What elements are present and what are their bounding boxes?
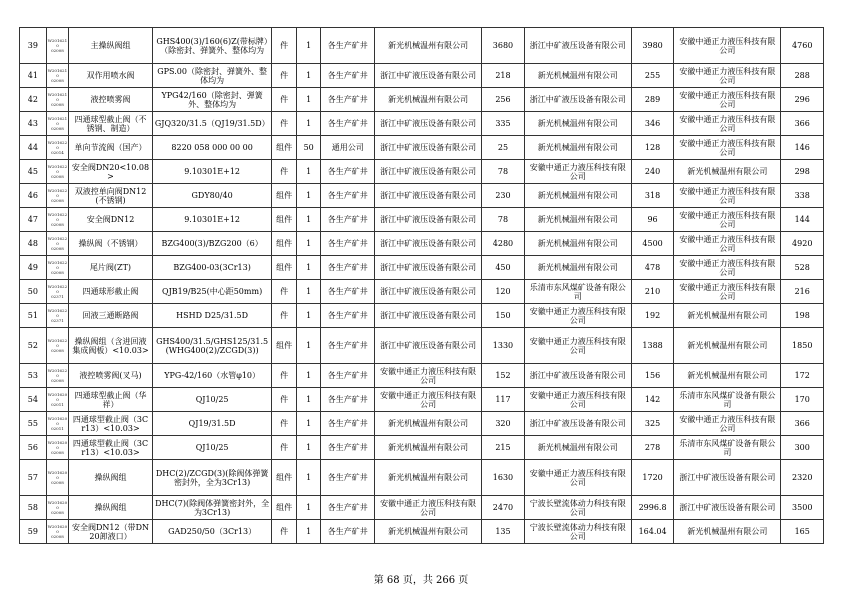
price-2: 346: [631, 112, 673, 136]
row-number: 57: [20, 460, 47, 496]
price-1: 135: [482, 520, 524, 544]
table-row: [20, 184, 824, 208]
page-footer: 第 68 页，共 266 页: [373, 575, 469, 586]
item-name: 双作用喷水阀: [69, 64, 153, 88]
price-1: 450: [482, 256, 524, 280]
item-name: 安全阀DN12（带DN20卸液口）: [69, 520, 153, 544]
item-spec: 9.10301E+12: [152, 208, 271, 232]
table-row: [20, 160, 824, 184]
quantity: 1: [296, 412, 321, 436]
price-2: 96: [631, 208, 673, 232]
quantity: 1: [296, 184, 321, 208]
price-2: 4500: [631, 232, 673, 256]
supplier-1: 新光机械温州有限公司: [375, 520, 482, 544]
supplier-3: 安徽中通正力液压科技有限公司: [674, 112, 781, 136]
price-2: 142: [631, 388, 673, 412]
table-row: [20, 412, 824, 436]
item-spec: GHS400(3)/160(6)Z(带标牌）（除密封、弹簧外、整体均为: [152, 28, 271, 64]
table-row: [20, 304, 824, 328]
material-code: W2016220 02008: [46, 208, 68, 232]
price-1: 1630: [482, 460, 524, 496]
row-number: 56: [20, 436, 47, 460]
scope: 各生产矿井: [321, 304, 375, 328]
price-1: 117: [482, 388, 524, 412]
scope: 各生产矿井: [321, 232, 375, 256]
table-row: [20, 64, 824, 88]
quantity: 1: [296, 64, 321, 88]
supplier-2: 安徽中通正力液压科技有限公司: [524, 460, 631, 496]
item-spec: HSHD D25/31.5D: [152, 304, 271, 328]
supplier-3: 新光机械温州有限公司: [674, 328, 781, 364]
row-number: 54: [20, 388, 47, 412]
unit: 组件: [272, 136, 297, 160]
supplier-3: 浙江中矿液压设备有限公司: [674, 496, 781, 520]
item-name: 操纵阀（不锈钢）: [69, 232, 153, 256]
item-spec: DHC(2)/ZCGD(3)(除阀体弹簧密封外，全为3Cr13): [152, 460, 271, 496]
table-row: [20, 256, 824, 280]
item-spec: QJB19/B25(中心距50mm): [152, 280, 271, 304]
supplier-2: 浙江中矿液压设备有限公司: [524, 364, 631, 388]
supplier-2: 浙江中矿液压设备有限公司: [524, 28, 631, 64]
table-row: [20, 88, 824, 112]
supplier-2: 新光机械温州有限公司: [524, 136, 631, 160]
price-1: 335: [482, 112, 524, 136]
quantity: 1: [296, 280, 321, 304]
unit: 件: [272, 412, 297, 436]
price-2: 289: [631, 88, 673, 112]
price-3: 216: [781, 280, 824, 304]
row-number: 44: [20, 136, 47, 160]
material-code: W2016210 02008: [46, 88, 68, 112]
quantity: 1: [296, 364, 321, 388]
item-name: 四通球型截止阀（3Cr13）<10.03>: [69, 412, 153, 436]
item-name: 四通球型截止阀（不锈钢、制造）: [69, 112, 153, 136]
material-code: W2016200 02008: [46, 436, 68, 460]
material-code: W2016200 02011: [46, 412, 68, 436]
price-3: 298: [781, 160, 824, 184]
price-3: 296: [781, 88, 824, 112]
unit: 件: [272, 28, 297, 64]
material-code: W2016220 02008: [46, 364, 68, 388]
quantity: 1: [296, 28, 321, 64]
item-name: 四通球形截止阀: [69, 280, 153, 304]
row-number: 59: [20, 520, 47, 544]
price-1: 1330: [482, 328, 524, 364]
price-2: 128: [631, 136, 673, 160]
supplier-1: 安徽中通正力液压科技有限公司: [375, 496, 482, 520]
supplier-1: 新光机械温州有限公司: [375, 412, 482, 436]
price-3: 528: [781, 256, 824, 280]
table-row: [20, 460, 824, 496]
price-1: 320: [482, 412, 524, 436]
material-code: W2016210 02008: [46, 28, 68, 64]
quantity: 1: [296, 496, 321, 520]
item-spec: GAD250/50（3Cr13）: [152, 520, 271, 544]
price-3: 4760: [781, 28, 824, 64]
scope: 各生产矿井: [321, 328, 375, 364]
unit: 组件: [272, 328, 297, 364]
quantity: 1: [296, 520, 321, 544]
scope: 各生产矿井: [321, 460, 375, 496]
supplier-2: 安徽中通正力液压科技有限公司: [524, 304, 631, 328]
supplier-3: 安徽中通正力液压科技有限公司: [674, 28, 781, 64]
row-number: 52: [20, 328, 47, 364]
supplier-3: 乐清市东风煤矿设备有限公司: [674, 388, 781, 412]
unit: 件: [272, 64, 297, 88]
unit: 件: [272, 520, 297, 544]
supplier-3: 新光机械温州有限公司: [674, 520, 781, 544]
price-3: 366: [781, 412, 824, 436]
row-number: 45: [20, 160, 47, 184]
item-name: 单向节流阀（国产）: [69, 136, 153, 160]
unit: 件: [272, 436, 297, 460]
quantity: 1: [296, 388, 321, 412]
material-code: W2016200 02008: [46, 460, 68, 496]
price-2: 210: [631, 280, 673, 304]
table-row: [20, 136, 824, 160]
supplier-2: 浙江中矿液压设备有限公司: [524, 412, 631, 436]
price-3: 288: [781, 64, 824, 88]
scope: 各生产矿井: [321, 160, 375, 184]
supplier-3: 安徽中通正力液压科技有限公司: [674, 208, 781, 232]
scope: 各生产矿井: [321, 280, 375, 304]
price-2: 255: [631, 64, 673, 88]
price-3: 4920: [781, 232, 824, 256]
item-spec: GPS.00（除密封、弹簧外、整体均为: [152, 64, 271, 88]
item-name: 四通球型截止阀（华祥）: [69, 388, 153, 412]
supplier-3: 安徽中通正力液压科技有限公司: [674, 64, 781, 88]
price-2: 3980: [631, 28, 673, 64]
supplier-3: 乐清市东风煤矿设备有限公司: [674, 436, 781, 460]
item-name: 操纵阀组: [69, 496, 153, 520]
item-name: 安全阀DN20<10.08>: [69, 160, 153, 184]
scope: 各生产矿井: [321, 412, 375, 436]
supplier-1: 新光机械温州有限公司: [375, 460, 482, 496]
row-number: 43: [20, 112, 47, 136]
material-code: W2016200 02008: [46, 496, 68, 520]
supplier-3: 安徽中通正力液压科技有限公司: [674, 256, 781, 280]
price-1: 25: [482, 136, 524, 160]
material-code: W2016200 02008: [46, 520, 68, 544]
material-code: W2016200 02011: [46, 388, 68, 412]
price-1: 78: [482, 160, 524, 184]
scope: 各生产矿井: [321, 256, 375, 280]
supplier-1: 浙江中矿液压设备有限公司: [375, 256, 482, 280]
supplier-2: 新光机械温州有限公司: [524, 184, 631, 208]
supplier-3: 浙江中矿液压设备有限公司: [674, 460, 781, 496]
material-code: W2016220 02008: [46, 232, 68, 256]
price-3: 366: [781, 112, 824, 136]
scope: 各生产矿井: [321, 112, 375, 136]
supplier-2: 新光机械温州有限公司: [524, 112, 631, 136]
unit: 组件: [272, 496, 297, 520]
table-row: [20, 112, 824, 136]
item-name: 液控喷雾阀: [69, 88, 153, 112]
scope: 各生产矿井: [321, 388, 375, 412]
unit: 件: [272, 160, 297, 184]
table-body: [20, 28, 824, 544]
quantity: 1: [296, 160, 321, 184]
table-row: [20, 496, 824, 520]
supplier-1: 新光机械温州有限公司: [375, 28, 482, 64]
row-number: 49: [20, 256, 47, 280]
table-row: [20, 328, 824, 364]
supplier-1: 浙江中矿液压设备有限公司: [375, 136, 482, 160]
supplier-3: 安徽中通正力液压科技有限公司: [674, 184, 781, 208]
price-3: 146: [781, 136, 824, 160]
price-1: 3680: [482, 28, 524, 64]
unit: 组件: [272, 208, 297, 232]
item-spec: YPG-42/160（水管φ10）: [152, 364, 271, 388]
item-spec: QJ19/31.5D: [152, 412, 271, 436]
table-row: [20, 520, 824, 544]
row-number: 58: [20, 496, 47, 520]
price-3: 165: [781, 520, 824, 544]
price-3: 2320: [781, 460, 824, 496]
item-spec: 9.10301E+12: [152, 160, 271, 184]
price-3: 338: [781, 184, 824, 208]
row-number: 41: [20, 64, 47, 88]
item-name: 操纵阀组（含进回液集成阀板）<10.03>: [69, 328, 153, 364]
table-row: [20, 436, 824, 460]
supplier-1: 浙江中矿液压设备有限公司: [375, 184, 482, 208]
quantity: 1: [296, 88, 321, 112]
unit: 组件: [272, 256, 297, 280]
price-2: 1388: [631, 328, 673, 364]
price-2: 240: [631, 160, 673, 184]
supplier-1: 浙江中矿液压设备有限公司: [375, 304, 482, 328]
quantity: 1: [296, 208, 321, 232]
price-3: 172: [781, 364, 824, 388]
price-1: 2470: [482, 496, 524, 520]
scope: 各生产矿井: [321, 28, 375, 64]
scope: 各生产矿井: [321, 184, 375, 208]
unit: 件: [272, 304, 297, 328]
quantity: 1: [296, 328, 321, 364]
price-3: 1850: [781, 328, 824, 364]
row-number: 46: [20, 184, 47, 208]
table-row: [20, 28, 824, 64]
table-row: [20, 280, 824, 304]
unit: 件: [272, 388, 297, 412]
supplier-3: 安徽中通正力液压科技有限公司: [674, 136, 781, 160]
item-spec: DHC(7)(除阀体弹簧密封外，全为3Cr13): [152, 496, 271, 520]
supplier-1: 新光机械温州有限公司: [375, 436, 482, 460]
quantity: 1: [296, 256, 321, 280]
table-row: [20, 208, 824, 232]
price-1: 218: [482, 64, 524, 88]
item-spec: QJ10/25: [152, 436, 271, 460]
quantity: 1: [296, 436, 321, 460]
supplier-1: 浙江中矿液压设备有限公司: [375, 160, 482, 184]
supplier-2: 宁波长壁流体动力科技有限公司: [524, 496, 631, 520]
unit: 组件: [272, 184, 297, 208]
price-2: 192: [631, 304, 673, 328]
supplier-1: 浙江中矿液压设备有限公司: [375, 328, 482, 364]
item-spec: QJ10/25: [152, 388, 271, 412]
supplier-2: 安徽中通正力液压科技有限公司: [524, 160, 631, 184]
price-2: 1720: [631, 460, 673, 496]
price-3: 3500: [781, 496, 824, 520]
price-1: 78: [482, 208, 524, 232]
supplier-2: 浙江中矿液压设备有限公司: [524, 88, 631, 112]
supplier-3: 安徽中通正力液压科技有限公司: [674, 412, 781, 436]
supplier-2: 新光机械温州有限公司: [524, 208, 631, 232]
unit: 件: [272, 88, 297, 112]
supplier-1: 浙江中矿液压设备有限公司: [375, 112, 482, 136]
quote-table: [19, 27, 824, 544]
material-code: W2016210 02008: [46, 64, 68, 88]
scope: 各生产矿井: [321, 88, 375, 112]
supplier-1: 浙江中矿液压设备有限公司: [375, 232, 482, 256]
row-number: 47: [20, 208, 47, 232]
table-row: [20, 364, 824, 388]
price-1: 152: [482, 364, 524, 388]
item-name: 回液三通断路阀: [69, 304, 153, 328]
quantity: 1: [296, 460, 321, 496]
supplier-2: 宁波长壁流体动力科技有限公司: [524, 520, 631, 544]
scope: 各生产矿井: [321, 208, 375, 232]
quantity: 50: [296, 136, 321, 160]
price-1: 215: [482, 436, 524, 460]
item-spec: BZG400(3)/BZG200（6）: [152, 232, 271, 256]
price-3: 198: [781, 304, 824, 328]
table-row: [20, 232, 824, 256]
item-spec: BZG400-03(3Cr13): [152, 256, 271, 280]
scope: 各生产矿井: [321, 436, 375, 460]
scope: 各生产矿井: [321, 64, 375, 88]
table-row: [20, 388, 824, 412]
item-spec: GDY80/40: [152, 184, 271, 208]
item-name: 安全阀DN12: [69, 208, 153, 232]
unit: 组件: [272, 460, 297, 496]
row-number: 50: [20, 280, 47, 304]
price-2: 325: [631, 412, 673, 436]
supplier-2: 新光机械温州有限公司: [524, 256, 631, 280]
scope: 通用公司: [321, 136, 375, 160]
item-name: 四通球型截止阀（3Cr13）<10.03>: [69, 436, 153, 460]
supplier-1: 浙江中矿液压设备有限公司: [375, 208, 482, 232]
row-number: 42: [20, 88, 47, 112]
material-code: W2016220 02371: [46, 280, 68, 304]
supplier-2: 乐清市东风煤矿设备有限公司: [524, 280, 631, 304]
material-code: W2016220 02014: [46, 136, 68, 160]
supplier-2: 新光机械温州有限公司: [524, 436, 631, 460]
item-spec: GHS400/31.5/GHS125/31.5(WHG400(2)/ZCGD(3)): [152, 328, 271, 364]
price-2: 164.04: [631, 520, 673, 544]
supplier-2: 新光机械温州有限公司: [524, 232, 631, 256]
supplier-1: 浙江中矿液压设备有限公司: [375, 280, 482, 304]
scope: 各生产矿井: [321, 496, 375, 520]
price-2: 2996.8: [631, 496, 673, 520]
material-code: W2016220 02008: [46, 160, 68, 184]
supplier-3: 安徽中通正力液压科技有限公司: [674, 280, 781, 304]
supplier-3: 安徽中通正力液压科技有限公司: [674, 88, 781, 112]
price-3: 300: [781, 436, 824, 460]
item-name: 操纵阀组: [69, 460, 153, 496]
supplier-2: 安徽中通正力液压科技有限公司: [524, 388, 631, 412]
item-spec: YPG42/160（除密封、弹簧外、整体均为: [152, 88, 271, 112]
supplier-2: 安徽中通正力液压科技有限公司: [524, 328, 631, 364]
supplier-1: 安徽中通正力液压科技有限公司: [375, 364, 482, 388]
item-name: 尾片阀(ZT): [69, 256, 153, 280]
supplier-3: 新光机械温州有限公司: [674, 160, 781, 184]
row-number: 48: [20, 232, 47, 256]
material-code: W2016220 02008: [46, 256, 68, 280]
row-number: 39: [20, 28, 47, 64]
scope: 各生产矿井: [321, 520, 375, 544]
price-1: 256: [482, 88, 524, 112]
unit: 组件: [272, 232, 297, 256]
material-code: W2016220 02371: [46, 304, 68, 328]
item-name: 主操纵阀组: [69, 28, 153, 64]
supplier-2: 新光机械温州有限公司: [524, 64, 631, 88]
quantity: 1: [296, 112, 321, 136]
supplier-1: 浙江中矿液压设备有限公司: [375, 64, 482, 88]
item-spec: GJQ320/31.5（QJ19/31.5D）: [152, 112, 271, 136]
price-1: 150: [482, 304, 524, 328]
quantity: 1: [296, 232, 321, 256]
quantity: 1: [296, 304, 321, 328]
supplier-1: 安徽中通正力液压科技有限公司: [375, 388, 482, 412]
material-code: W2016210 02008: [46, 112, 68, 136]
supplier-3: 安徽中通正力液压科技有限公司: [674, 232, 781, 256]
unit: 件: [272, 364, 297, 388]
unit: 件: [272, 280, 297, 304]
supplier-3: 新光机械温州有限公司: [674, 304, 781, 328]
price-1: 230: [482, 184, 524, 208]
material-code: W2016220 02008: [46, 328, 68, 364]
supplier-3: 新光机械温州有限公司: [674, 364, 781, 388]
price-1: 120: [482, 280, 524, 304]
row-number: 55: [20, 412, 47, 436]
item-spec: 8220 058 000 00 00: [152, 136, 271, 160]
price-2: 318: [631, 184, 673, 208]
price-2: 278: [631, 436, 673, 460]
price-3: 170: [781, 388, 824, 412]
item-name: 液控喷雾阀(叉马): [69, 364, 153, 388]
price-1: 4280: [482, 232, 524, 256]
unit: 件: [272, 112, 297, 136]
item-name: 双液控单向阀DN12(不锈钢): [69, 184, 153, 208]
supplier-1: 新光机械温州有限公司: [375, 88, 482, 112]
price-2: 478: [631, 256, 673, 280]
row-number: 51: [20, 304, 47, 328]
price-3: 144: [781, 208, 824, 232]
price-2: 156: [631, 364, 673, 388]
material-code: W2016220 02008: [46, 184, 68, 208]
scope: 各生产矿井: [321, 364, 375, 388]
row-number: 53: [20, 364, 47, 388]
